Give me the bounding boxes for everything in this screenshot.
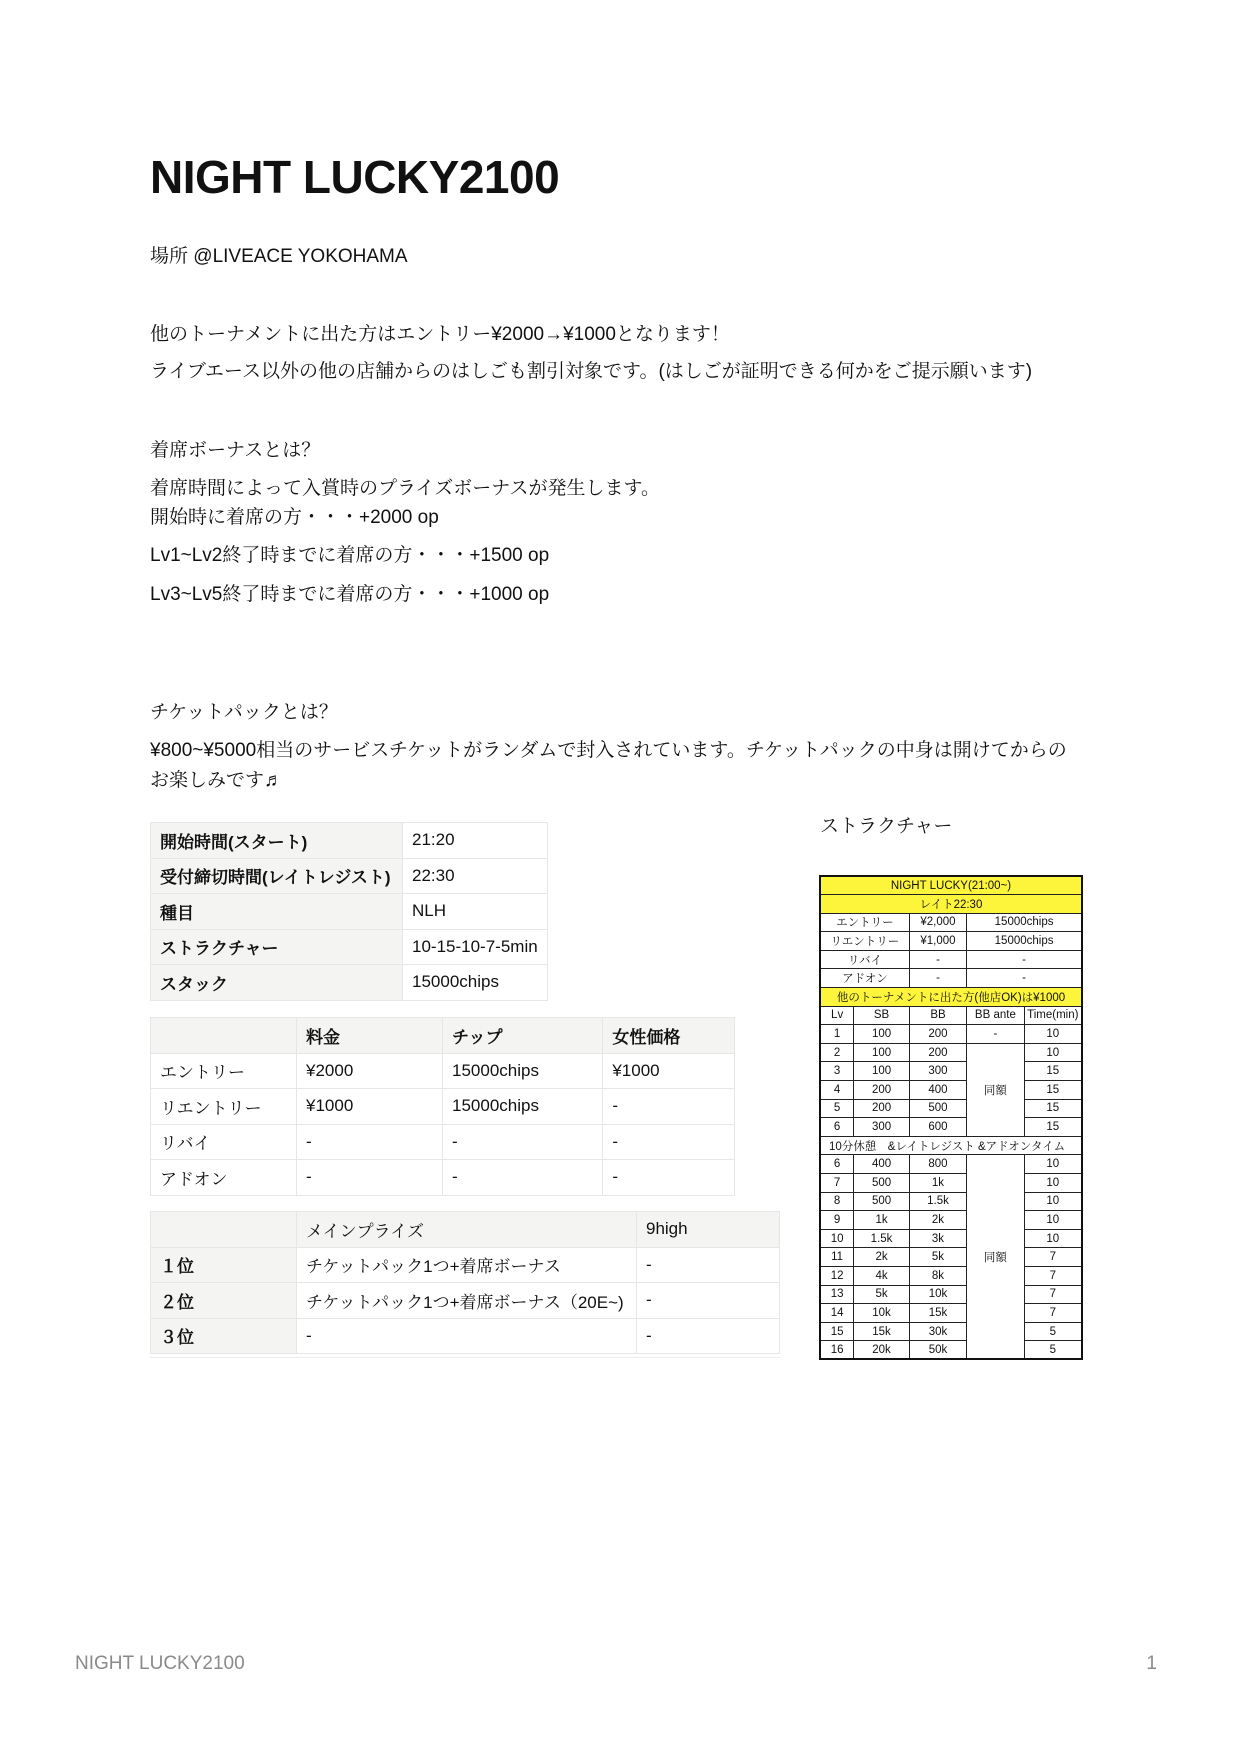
level-row <box>820 1322 1082 1341</box>
bonus-line-2: 開始時に着席の方・・・+2000 op <box>150 507 439 528</box>
break-note: 10分休憩 &レイトレジスト &アドオンタイム <box>820 1136 1082 1155</box>
discount-line-1: 他のトーナメントに出た方はエントリー¥2000→¥1000となります！ <box>150 324 730 345</box>
table-cell: - <box>603 1124 735 1160</box>
table-row <box>151 1318 780 1354</box>
header-cell: BB ante <box>967 1006 1024 1025</box>
table-row <box>151 894 548 930</box>
level-number: 5 <box>820 1099 854 1118</box>
structure-image-table <box>819 875 1083 1360</box>
table-cell: - <box>297 1124 443 1160</box>
table-cell: ¥1000 <box>603 1053 735 1089</box>
level-row <box>820 1155 1082 1174</box>
small-blind: 100 <box>854 1043 910 1062</box>
bonus-heading: 着席ボーナスとは？ <box>150 440 321 461</box>
level-time: 15 <box>1024 1118 1082 1137</box>
table-cell: リバイ <box>151 1124 297 1160</box>
info-value: NLH <box>403 894 548 930</box>
table-cell: - <box>443 1124 603 1160</box>
prize-rank: １位 <box>151 1247 297 1283</box>
level-row <box>820 1229 1082 1248</box>
table-cell: - <box>637 1318 780 1354</box>
footer-title: NIGHT LUCKY2100 <box>75 1653 245 1674</box>
header-cell: 料金 <box>297 1018 443 1054</box>
table-row <box>151 1283 780 1319</box>
header-cell <box>151 1212 297 1248</box>
page-number: 1 <box>1146 1653 1157 1674</box>
level-number: 4 <box>820 1081 854 1100</box>
level-row <box>820 1062 1082 1081</box>
level-row <box>820 1211 1082 1230</box>
buyin-row <box>820 932 1082 951</box>
big-blind: 600 <box>909 1118 966 1137</box>
big-blind: 30k <box>909 1322 966 1341</box>
buyin-price: ¥1,000 <box>909 932 966 951</box>
table-row <box>151 929 548 965</box>
bonus-line-1: 着席時間によって入賞時のプライズボーナスが発生します。 <box>150 478 660 499</box>
buyin-chips: 15000chips <box>967 932 1082 951</box>
level-time: 10 <box>1024 1025 1082 1044</box>
big-blind: 2k <box>909 1211 966 1230</box>
small-blind: 1k <box>854 1211 910 1230</box>
info-key: 種目 <box>151 894 403 930</box>
table-row <box>151 1089 735 1125</box>
level-number: 6 <box>820 1118 854 1137</box>
buyin-row <box>820 913 1082 932</box>
table-row <box>151 1053 735 1089</box>
level-time: 10 <box>1024 1174 1082 1193</box>
table-header-row <box>151 1212 780 1248</box>
level-row <box>820 1192 1082 1211</box>
tournament-info-table <box>150 822 548 1001</box>
big-blind: 10k <box>909 1285 966 1304</box>
page-title: NIGHT LUCKY2100 <box>150 151 560 203</box>
level-row <box>820 1174 1082 1193</box>
small-blind: 100 <box>854 1025 910 1044</box>
structure-label: ストラクチャー <box>820 816 953 837</box>
table-cell: - <box>443 1160 603 1196</box>
info-value: 22:30 <box>403 858 548 894</box>
table-cell: アドオン <box>151 1160 297 1196</box>
level-time: 10 <box>1024 1211 1082 1230</box>
level-row <box>820 1099 1082 1118</box>
table-row <box>151 1160 735 1196</box>
header-cell: 女性価格 <box>603 1018 735 1054</box>
level-number: 8 <box>820 1192 854 1211</box>
level-time: 10 <box>1024 1229 1082 1248</box>
small-blind: 200 <box>854 1099 910 1118</box>
buyin-label: リバイ <box>820 950 909 969</box>
big-blind: 200 <box>909 1025 966 1044</box>
level-number: 14 <box>820 1304 854 1323</box>
buyin-price: ¥2,000 <box>909 913 966 932</box>
level-time: 7 <box>1024 1266 1082 1285</box>
buyin-chips: 15000chips <box>967 913 1082 932</box>
buyin-row <box>820 950 1082 969</box>
big-blind: 50k <box>909 1341 966 1360</box>
table-row <box>151 965 548 1001</box>
level-number: 3 <box>820 1062 854 1081</box>
big-blind: 15k <box>909 1304 966 1323</box>
info-value: 15000chips <box>403 965 548 1001</box>
level-number: 6 <box>820 1155 854 1174</box>
level-number: 10 <box>820 1229 854 1248</box>
table-cell: ¥1000 <box>297 1089 443 1125</box>
level-row <box>820 1025 1082 1044</box>
table-cell: チケットパック1つ+着席ボーナス <box>297 1247 637 1283</box>
structure-title: NIGHT LUCKY(21:00~) <box>820 876 1082 895</box>
location-text: 場所 @LIVEACE YOKOHAMA <box>150 246 408 267</box>
small-blind: 400 <box>854 1155 910 1174</box>
structure-title-row <box>820 876 1082 895</box>
header-cell: 9high <box>637 1212 780 1248</box>
info-key: ストラクチャー <box>151 929 403 965</box>
header-cell: チップ <box>443 1018 603 1054</box>
level-time: 7 <box>1024 1285 1082 1304</box>
level-time: 5 <box>1024 1322 1082 1341</box>
table-cell: - <box>603 1089 735 1125</box>
level-row <box>820 1304 1082 1323</box>
big-blind: 1.5k <box>909 1192 966 1211</box>
table-cell: リエントリー <box>151 1089 297 1125</box>
level-number: 7 <box>820 1174 854 1193</box>
small-blind: 200 <box>854 1081 910 1100</box>
info-value: 21:20 <box>403 823 548 859</box>
table-cell: ¥2000 <box>297 1053 443 1089</box>
level-number: 15 <box>820 1322 854 1341</box>
level-row <box>820 1043 1082 1062</box>
small-blind: 1.5k <box>854 1229 910 1248</box>
buyin-price: - <box>909 969 966 988</box>
level-row <box>820 1285 1082 1304</box>
level-time: 15 <box>1024 1099 1082 1118</box>
level-row <box>820 1248 1082 1267</box>
small-blind: 2k <box>854 1248 910 1267</box>
info-key: スタック <box>151 965 403 1001</box>
info-key: 受付締切時間(レイトレジスト) <box>151 858 403 894</box>
ante-cell: - <box>967 1025 1024 1044</box>
small-blind: 100 <box>854 1062 910 1081</box>
level-number: 11 <box>820 1248 854 1267</box>
level-number: 2 <box>820 1043 854 1062</box>
level-time: 10 <box>1024 1043 1082 1062</box>
table-row <box>151 858 548 894</box>
header-cell: メインプライズ <box>297 1212 637 1248</box>
big-blind: 5k <box>909 1248 966 1267</box>
big-blind: 3k <box>909 1229 966 1248</box>
table-cell: - <box>603 1160 735 1196</box>
prize-table <box>150 1211 780 1354</box>
small-blind: 300 <box>854 1118 910 1137</box>
header-cell: Lv <box>820 1006 854 1025</box>
header-cell: BB <box>909 1006 966 1025</box>
small-blind: 500 <box>854 1174 910 1193</box>
structure-late: レイト22:30 <box>820 895 1082 914</box>
big-blind: 300 <box>909 1062 966 1081</box>
small-blind: 10k <box>854 1304 910 1323</box>
header-cell: Time(min) <box>1024 1006 1082 1025</box>
buyin-label: リエントリー <box>820 932 909 951</box>
big-blind: 8k <box>909 1266 966 1285</box>
big-blind: 500 <box>909 1099 966 1118</box>
prize-rank: ３位 <box>151 1318 297 1354</box>
level-row <box>820 1341 1082 1360</box>
ticket-heading: チケットパックとは？ <box>150 702 338 723</box>
header-cell: SB <box>854 1006 910 1025</box>
level-time: 15 <box>1024 1062 1082 1081</box>
header-cell <box>151 1018 297 1054</box>
table-cell: - <box>637 1247 780 1283</box>
structure-header-row <box>820 1006 1082 1025</box>
big-blind: 200 <box>909 1043 966 1062</box>
table-header-row <box>151 1018 735 1054</box>
level-number: 13 <box>820 1285 854 1304</box>
big-blind: 800 <box>909 1155 966 1174</box>
table-cell: - <box>637 1283 780 1319</box>
level-row <box>820 1081 1082 1100</box>
structure-late-row <box>820 895 1082 914</box>
level-row <box>820 1266 1082 1285</box>
big-blind: 400 <box>909 1081 966 1100</box>
ante-cell: 同額 <box>967 1155 1024 1360</box>
buyin-label: エントリー <box>820 913 909 932</box>
table-divider <box>150 1357 780 1363</box>
price-table <box>150 1017 735 1196</box>
table-cell: 15000chips <box>443 1089 603 1125</box>
discount-line-2: ライブエース以外の他の店舗からのはしごも割引対象です。(はしごが証明できる何かをご提示願います) <box>150 361 1033 382</box>
big-blind: 1k <box>909 1174 966 1193</box>
table-cell: - <box>297 1318 637 1354</box>
table-cell: チケットパック1つ+着席ボーナス（20E~) <box>297 1283 637 1319</box>
buyin-chips: - <box>967 950 1082 969</box>
bonus-line-3: Lv1~Lv2終了時までに着席の方・・・+1500 op <box>150 545 550 566</box>
level-number: 9 <box>820 1211 854 1230</box>
level-time: 7 <box>1024 1248 1082 1267</box>
buyin-row <box>820 969 1082 988</box>
buyin-chips: - <box>967 969 1082 988</box>
structure-discount-note: 他のトーナメントに出た方(他店OK)は¥1000 <box>820 988 1082 1007</box>
info-value: 10-15-10-7-5min <box>403 929 548 965</box>
level-number: 1 <box>820 1025 854 1044</box>
table-cell: - <box>297 1160 443 1196</box>
buyin-label: アドオン <box>820 969 909 988</box>
small-blind: 4k <box>854 1266 910 1285</box>
structure-discount-row <box>820 988 1082 1007</box>
table-row <box>151 1124 735 1160</box>
table-row <box>151 823 548 859</box>
level-row <box>820 1118 1082 1137</box>
level-time: 5 <box>1024 1341 1082 1360</box>
prize-rank: ２位 <box>151 1283 297 1319</box>
small-blind: 15k <box>854 1322 910 1341</box>
table-cell: エントリー <box>151 1053 297 1089</box>
buyin-price: - <box>909 950 966 969</box>
ticket-body: ¥800~¥5000相当のサービスチケットがランダムで封入されています。チケットパックの中身は開けてからのお楽しみです♬ <box>150 740 1067 791</box>
info-key: 開始時間(スタート) <box>151 823 403 859</box>
small-blind: 500 <box>854 1192 910 1211</box>
small-blind: 20k <box>854 1341 910 1360</box>
break-row <box>820 1136 1082 1155</box>
table-row <box>151 1247 780 1283</box>
ante-cell: 同額 <box>967 1043 1024 1136</box>
level-time: 10 <box>1024 1155 1082 1174</box>
table-cell: 15000chips <box>443 1053 603 1089</box>
level-number: 12 <box>820 1266 854 1285</box>
level-time: 10 <box>1024 1192 1082 1211</box>
level-time: 15 <box>1024 1081 1082 1100</box>
level-number: 16 <box>820 1341 854 1360</box>
level-time: 7 <box>1024 1304 1082 1323</box>
small-blind: 5k <box>854 1285 910 1304</box>
bonus-line-4: Lv3~Lv5終了時までに着席の方・・・+1000 op <box>150 584 550 605</box>
